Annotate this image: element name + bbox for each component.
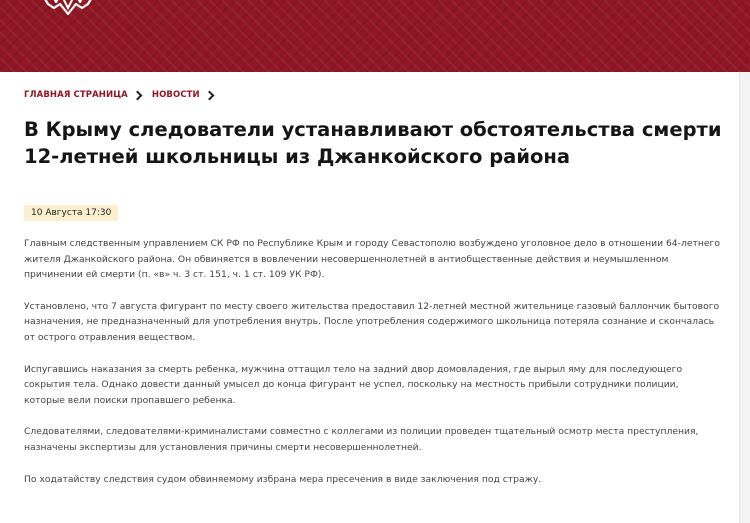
breadcrumb-home-link[interactable]: ГЛАВНАЯ СТРАНИЦА [24, 90, 128, 100]
article-paragraph: Испугавшись наказания за смерть ребенка, мужчина оттащил тело на задний двор домовладения, где вырыл яму для последующего сокрытия тела. Однако довести данный умысел до конца фигурант не успел, поскольку на местность прибыли сотрудники полиции, которые вели поиски пропавшего ребенка. [24, 363, 683, 406]
article-paragraph: Главным следственным управлением СК РФ по Республике Крым и городу Севастополю возбуждено уголовное дело в отношении 64-летнего жителя Джанкойского района. Он обвиняется в вовлечении несовершеннолетней в антиобщественные действия и неумышленном причинении ей смерти (п. «в» ч. 3 ст. 151, ч. 1 ст. 109 УК РФ). [24, 238, 720, 281]
scrollbar-track[interactable] [739, 72, 750, 523]
emblem-icon[interactable] [40, 0, 96, 20]
breadcrumb [24, 90, 219, 100]
article-body [24, 236, 720, 503]
article-title: В Крыму следователи устанавливают обстоятельства смерти 12-летней школьницы из Джанкойского района [24, 118, 722, 168]
breadcrumb-news-link[interactable]: НОВОСТИ [151, 90, 200, 100]
site-header [0, 0, 750, 72]
article-date-badge: 10 Августа 17:30 [24, 205, 118, 221]
chevron-right-icon [132, 90, 142, 100]
chevron-right-icon [204, 90, 214, 100]
article-paragraph: Установлено, что 7 августа фигурант по месту своего жительства предоставил 12-летней местной жительнице газовый баллончик бытового назначения, не предназначенный для употребления внутрь. После употребления содержимого школьница потеряла сознание и скончалась от острого отравления веществом. [24, 300, 720, 343]
article-paragraph: Следователями, следователями-криминалистами совместно с коллегами из полиции проведен тщательный осмотр места преступления, назначены экспертизы для установления причины смерти несовершеннолетней. [24, 426, 699, 453]
article-paragraph: По ходатайству следствия судом обвиняемому избрана мера пресечения в виде заключения под стражу. [24, 473, 542, 485]
